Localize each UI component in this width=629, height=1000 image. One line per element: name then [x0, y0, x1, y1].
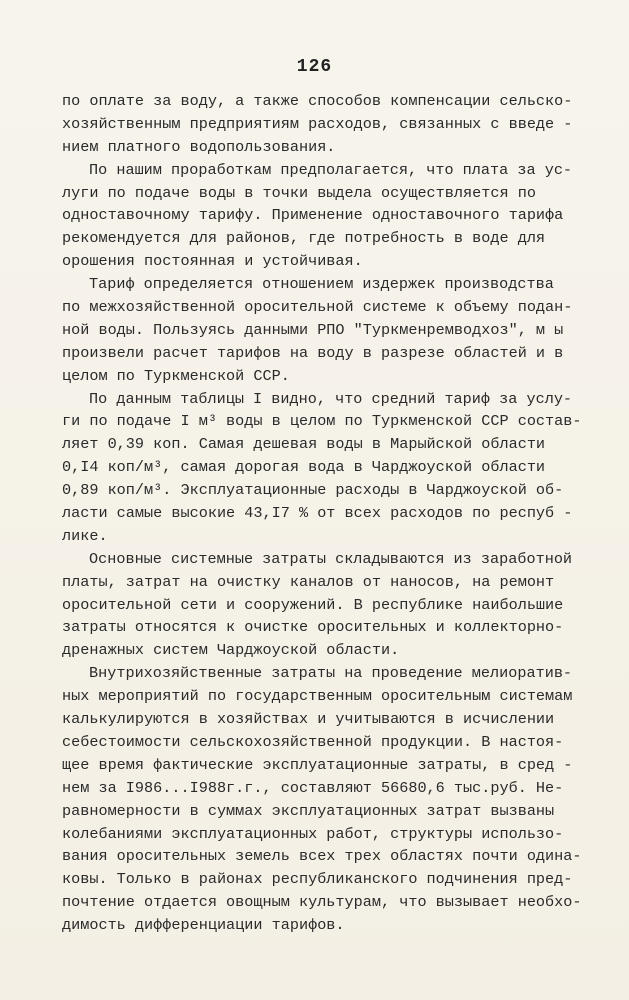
text-line: рекомендуется для районов, где потребность в воде для [62, 229, 546, 248]
text-line: вания оросительных земель всех трех областях почти одина- [62, 847, 582, 866]
text-line: одноставочному тарифу. Применение одноставочного тарифа [62, 206, 564, 225]
text-line: лике. [62, 526, 108, 545]
text-line: димость дифференциации тарифов. [62, 916, 345, 935]
text-line: По нашим проработкам предполагается, что плата за ус- [89, 160, 573, 179]
document-body [62, 90, 582, 937]
text-line: ковы. Только в районах республиканского подчинения пред- [62, 870, 573, 889]
text-line: по межхозяйственной оросительной системе к объему подан- [62, 298, 573, 317]
text-line: равномерности в суммах эксплуатационных затрат вызваны [62, 801, 555, 820]
text-line: хозяйственным предприятиям расходов, связанных с введе - [62, 114, 573, 133]
text-line: оросительной сети и сооружений. В республике наибольшие [62, 595, 564, 614]
text-line: ляет 0,39 коп. Самая дешевая воды в Марыйской области [62, 435, 546, 454]
text-line: по оплате за воду, а также способов компенсации сельско- [62, 92, 573, 110]
text-line: 0,89 коп/м³. Эксплуатационные расходы в Чарджоуской об- [62, 481, 564, 500]
text-line: платы, затрат на очистку каналов от наносов, на ремонт [62, 572, 555, 591]
text-line: По данным таблицы I видно, что средний тариф за услу- [89, 389, 573, 408]
text-line: нем за I986...I988г.г., составляют 56680,6 тыс.руб. Не- [62, 778, 564, 797]
text-line: целом по Туркменской ССР. [62, 366, 290, 385]
text-line: дренажных систем Чарджоуской области. [62, 641, 400, 660]
text-line: колебаниями эксплуатационных работ, структуры использо- [62, 824, 564, 843]
text-line: почтение отдается овощным культурам, что вызывает необхо- [62, 893, 582, 912]
text-line: луги по подаче воды в точки выдела осуществляется по [62, 183, 536, 202]
text-line: ной воды. Пользуясь данными РПО "Туркменремводхоз", м ы [62, 320, 564, 339]
text-line: калькулируются в хозяйствах и учитываются в исчислении [62, 710, 555, 729]
text-line: затраты относятся к очистке оросительных и коллекторно- [62, 618, 564, 637]
text-line: Основные системные затраты складываются из заработной [89, 549, 573, 568]
text-line: Внутрихозяйственные затраты на проведение мелиоратив- [89, 664, 573, 683]
text-line: нием платного водопользования. [62, 137, 336, 156]
text-line: себестоимости сельскохозяйственной продукции. В настоя- [62, 732, 564, 751]
text-line: Тариф определяется отношением издержек производства [89, 275, 554, 294]
text-line: ных мероприятий по государственным оросительным системам [62, 687, 573, 706]
text-line: ги по подаче I м³ воды в целом по Туркменской ССР состав- [62, 412, 582, 431]
text-line: произвели расчет тарифов на воду в разрезе областей и в [62, 343, 564, 362]
page-number: 126 [296, 57, 333, 77]
text-line: 0,I4 коп/м³, самая дорогая вода в Чарджоуской области [62, 458, 546, 477]
text-line: ласти самые высокие 43,I7 % от всех расходов по респуб - [62, 504, 573, 523]
text-line: орошения постоянная и устойчивая. [62, 252, 363, 271]
text-line: щее время фактические эксплуатационные затраты, в сред - [62, 755, 573, 774]
